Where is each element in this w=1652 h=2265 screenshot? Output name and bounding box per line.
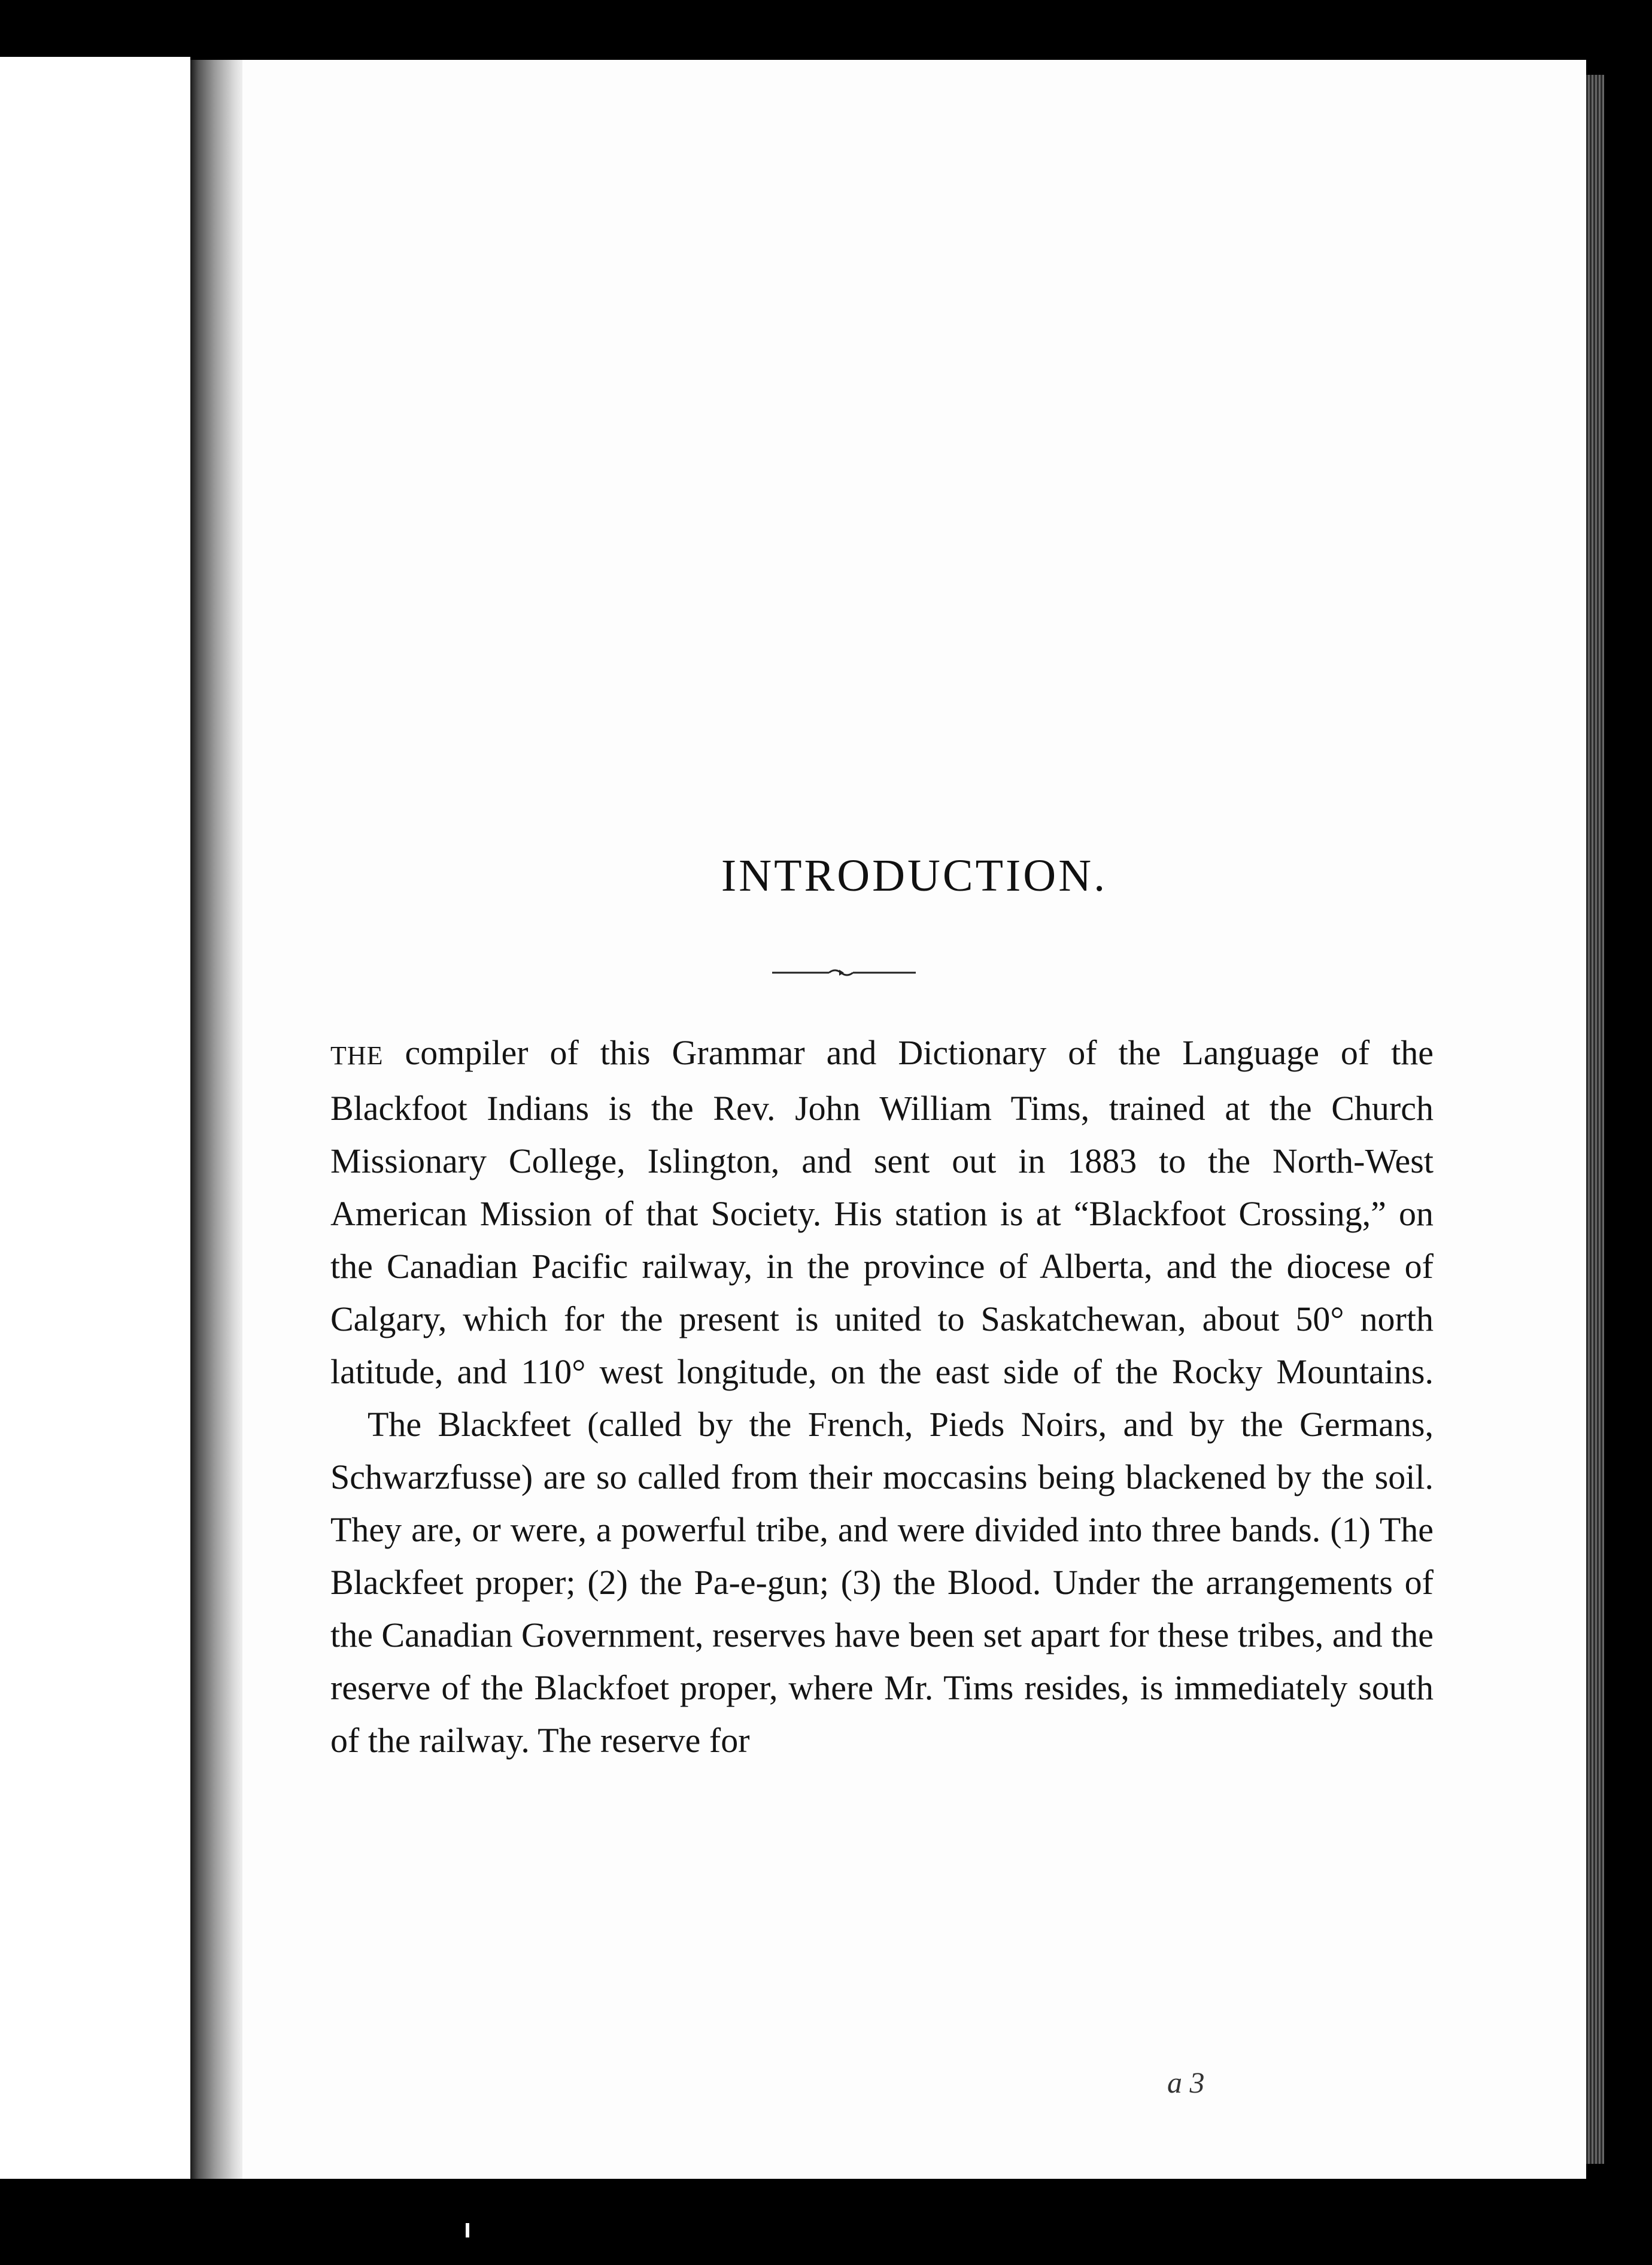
paragraph-1-text: compiler of this Grammar and Dictionary of the Language of the Blackfoot Indians is the Rev. John William Tims, trained at the Church Missionary College, Islington, and sent out in 1883 to the North-West American Mission of that Society. His station is at “Blackfoot Crossing,” on the Canadian Pacific railway, in the province of Alberta, and the diocese of Calgary, which for the present is united to Saskatchewan, about 50° north latitude, and 110° west longitude, on the east side of the Rocky Mountains. [330,1033,1434,1391]
title-ornament [772,964,916,982]
chapter-title: INTRODUCTION. [721,851,1108,901]
page-fore-edge [1586,75,1604,2164]
paragraph-2: The Blackfeet (called by the French, Pieds Noirs, and by the Germans, Schwarzfusse) are so called from their moccasins being blackened by the soil. They are, or were, a powerful tribe, and were divided into three bands. (1) The Blackfeet proper; (2) the Pa-e-gun; (3) the Blood. Under the arrangements of the Canadian Government, reserves have been set apart for these tribes, and the reserve of the Blackfoet proper, where Mr. Tims resides, is immediately south of the railway. The reserve for [330,1405,1434,1760]
scan-mark [466,2223,469,2237]
facing-page-edge [0,57,190,2179]
signature-mark: a 3 [1167,2066,1205,2099]
body-text [330,1027,1434,1767]
book-page [242,60,1586,2179]
book-gutter-shadow [190,60,244,2179]
paragraph-1 [330,1027,1434,1398]
lead-small-caps: THE [330,1041,384,1070]
